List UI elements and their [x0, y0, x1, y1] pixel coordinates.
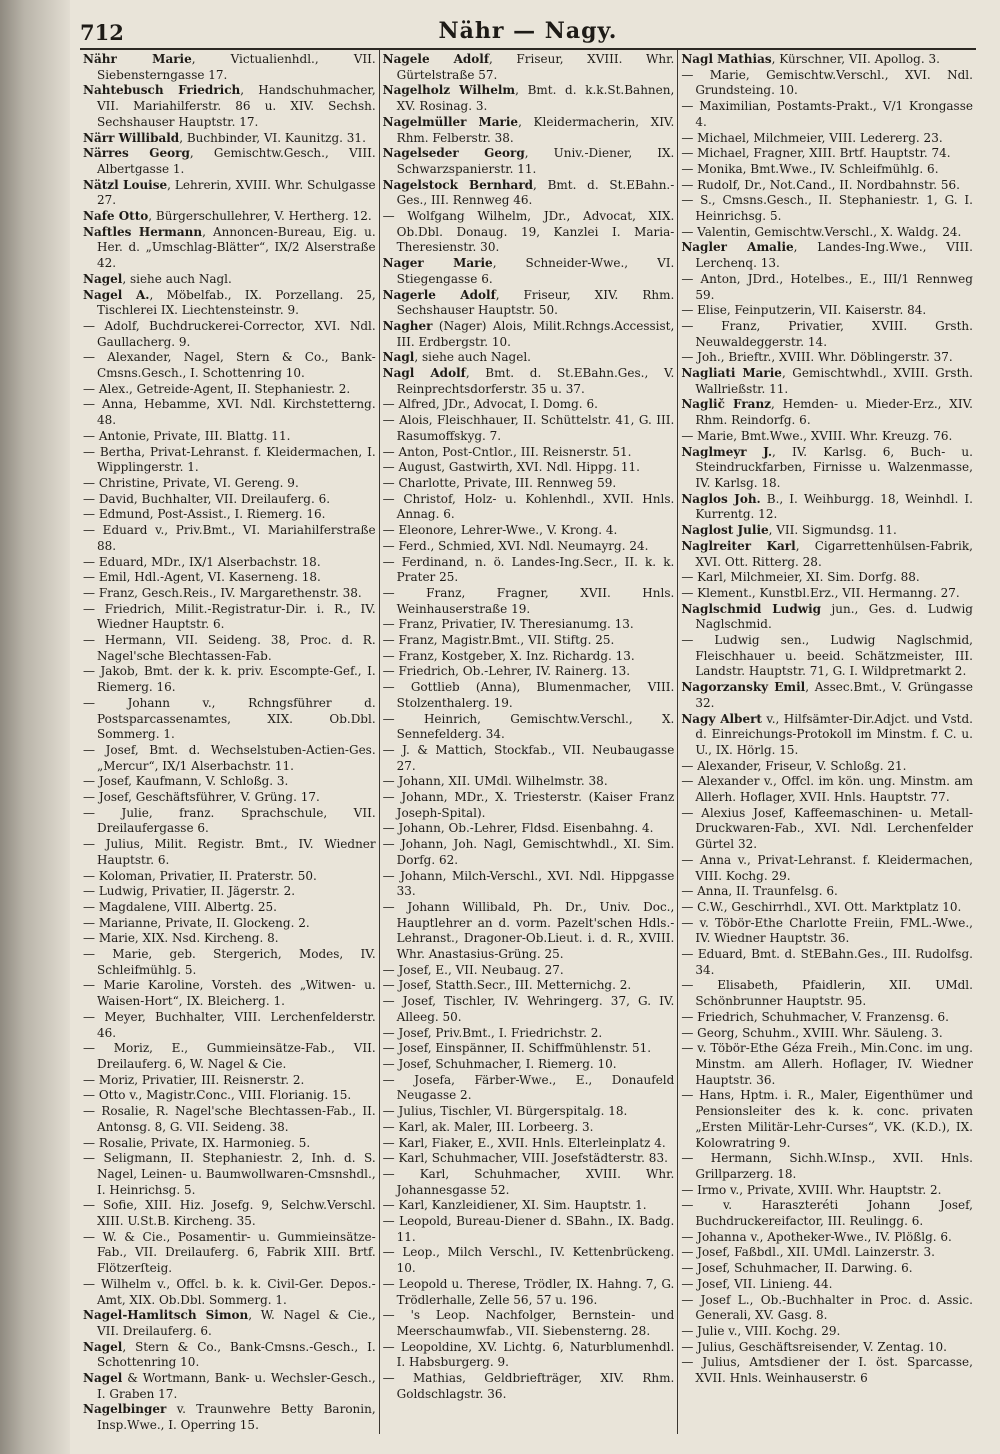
- directory-entry: — Joh., Brieftr., XVIII. Whr. Döblingerstr. 37.: [681, 350, 953, 365]
- directory-entry: — W. & Cie., Posamentir- u. Gummieinsätze-Fab., VII. Dreilauferg. 6, Fabrik XIII. Brtf. Flötzerſteig.: [83, 1229, 376, 1276]
- directory-entry: Nagele Adolf, Friseur, XVIII. Whr. Gürtelstraße 57.: [382, 52, 675, 82]
- directory-entry: — Franz, Kostgeber, X. Inz. Richardg. 13.: [382, 648, 635, 663]
- directory-entry: — Anna, Hebamme, XVI. Ndl. Kirchstetterng. 48.: [83, 397, 376, 428]
- directory-entry: — Alexius Josef, Kaffeemaschinen- u. Metall-Druckwaren-Fab., XVI. Ndl. Lerchenfelder Gürtel 32.: [681, 805, 973, 852]
- column-middle: [379, 50, 678, 1434]
- directory-entry: — Eduard, MDr., IX/1 Alserbachstr. 18.: [83, 554, 321, 569]
- directory-entry: — Emil, Hdl.-Agent, VI. Kaserneng. 18.: [83, 570, 321, 585]
- directory-entry: — 's Leop. Nachfolger, Bernstein- und Meerschaumwfab., VII. Siebensterng. 28.: [382, 1308, 675, 1338]
- directory-entry: — C.W., Geschirrhdl., XVI. Ott. Marktplatz 10.: [681, 899, 962, 914]
- directory-entry: — Leopold u. Therese, Trödler, IX. Hahng. 7, G. Trödlerhalle, Zelle 56, 57 u. 196.: [382, 1276, 675, 1307]
- directory-entry: Närres Georg, Gemischtw.Gesch., VIII. Albertgasse 1.: [83, 146, 376, 176]
- directory-entry: — Marie Karoline, Vorsteh. des „Witwen- u. Waisen-Hort“, IX. Bleicherg. 1.: [83, 978, 376, 1009]
- directory-entry: — Klement., Kunstbl.Erz., VII. Hermanng. 27.: [681, 585, 960, 600]
- directory-entry: — Alex., Getreide-Agent, II. Stephaniestr. 2.: [83, 381, 351, 396]
- directory-entry: Naglmeyr J., IV. Karlsg. 6, Buch- u. Steindruckfarben, Firnisse u. Walzenmasse, IV. Karlsg. 18.: [681, 444, 973, 490]
- directory-entry: — Rudolf, Dr., Not.Cand., II. Nordbahnstr. 56.: [681, 177, 960, 192]
- directory-entry: — Marie, Gemischtw.Verschl., XVI. Ndl. Grundsteing. 10.: [681, 67, 973, 98]
- directory-entry: — Anton, JDrd., Hotelbes., E., III/1 Rennweg 59.: [681, 271, 973, 302]
- binding-shadow: [0, 0, 70, 1454]
- directory-entry: — Karl, Schuhmacher, XVIII. Whr. Johannesgasse 52.: [382, 1166, 675, 1197]
- directory-entry: — Josef, Bmt. d. Wechselstuben-Actien-Ges. „Mercur“, IX/1 Alserbachstr. 11.: [83, 742, 376, 773]
- directory-entry: — Hermann, VII. Seideng. 38, Proc. d. R. Nagel'sche Blechtassen-Fab.: [83, 633, 376, 663]
- directory-entry: Naglost Julie, VII. Sigmundsg. 11.: [681, 523, 897, 538]
- directory-entry: Nagy Albert v., Hilfsämter-Dir.Adjct. und Vstd. d. Einreichungs-Protokoll im Minstm. f. C. u. U., IX. Hörlg. 15.: [681, 711, 973, 757]
- directory-entry: — Johann, Milch-Verschl., XVI. Ndl. Hippgasse 33.: [382, 868, 675, 899]
- directory-entry: Naglreiter Karl, Cigarrettenhülsen-Fabrik, XVI. Ott. Ritterg. 28.: [681, 538, 973, 569]
- directory-entry: — Heinrich, Gemischtw.Verschl., X. Sennefelderg. 34.: [382, 711, 675, 742]
- directory-entry: — Rosalie, Private, IX. Harmonieg. 5.: [83, 1135, 311, 1150]
- directory-entry: — Georg, Schuhm., XVIII. Whr. Säuleng. 3.: [681, 1025, 943, 1040]
- directory-entry: — Ludwig, Privatier, II. Jägerstr. 2.: [83, 884, 296, 899]
- directory-entry: — Josef, Statth.Secr., III. Metternichg. 2.: [382, 978, 632, 993]
- directory-entry: — Rosalie, R. Nagel'sche Blechtassen-Fab., II. Antonsg. 8, G. VII. Seideng. 38.: [83, 1104, 376, 1134]
- directory-entry: — Charlotte, Private, III. Rennweg 59.: [382, 475, 617, 490]
- directory-entry: Nagl Adolf, Bmt. d. St.EBahn.Ges., V. Reinprechtsdorferstr. 35 u. 37.: [382, 366, 675, 396]
- directory-entry: — Anna v., Privat-Lehranst. f. Kleidermachen, VIII. Kochg. 29.: [681, 852, 973, 883]
- directory-entry: — Julius, Milit. Registr. Bmt., IV. Wiedner Hauptstr. 6.: [83, 837, 376, 867]
- directory-entry: — Monika, Bmt.Wwe., IV. Schleifmühlg. 6.: [681, 161, 939, 176]
- directory-entry: Nagel, Stern & Co., Bank-Cmsns.-Gesch., I. Schottenring 10.: [83, 1339, 376, 1370]
- directory-entry: — Franz, Privatier, XVIII. Grsth. Neuwaldeggerstr. 14.: [681, 318, 973, 349]
- directory-entry: — Otto v., Magistr.Conc., VIII. Florianig. 15.: [83, 1088, 352, 1103]
- directory-entry: — Josef, Kaufmann, V. Schloßg. 3.: [83, 774, 289, 789]
- directory-entry: — Friedrich, Schuhmacher, V. Franzensg. 6.: [681, 1009, 949, 1024]
- directory-entry: Nagelmüller Marie, Kleidermacherin, XIV. Rhm. Felberstr. 38.: [382, 114, 675, 145]
- directory-entry: — Wolfgang Wilhelm, JDr., Advocat, XIX. Ob.Dbl. Donaug. 19, Kanzlei I. Maria-Theresienstr. 30.: [382, 209, 675, 255]
- directory-entry: — Leopoldine, XV. Lichtg. 6, Naturblumenhdl. I. Habsburgerg. 9.: [382, 1339, 675, 1370]
- directory-entry: — Eleonore, Lehrer-Wwe., V. Krong. 4.: [382, 523, 618, 538]
- directory-entry: — Bertha, Privat-Lehranst. f. Kleidermachen, I. Wipplingerstr. 1.: [83, 444, 376, 475]
- directory-entry: — Johann, Ob.-Lehrer, Fldsd. Eisenbahng. 4.: [382, 821, 654, 836]
- directory-entry: — Julius, Geschäftsreisender, V. Zentag. 10.: [681, 1339, 947, 1354]
- directory-entry: — Alois, Fleischhauer, II. Schüttelstr. 41, G. III. Rasumoffskyg. 7.: [382, 413, 675, 443]
- directory-entry: — Anton, Post-Cntlor., III. Reisnerstr. 51.: [382, 444, 632, 459]
- directory-entry: — Ferdinand, n. ö. Landes-Ing.Secr., II. k. k. Prater 25.: [382, 554, 675, 585]
- directory-entry: — Johann Willibald, Ph. Dr., Univ. Doc., Hauptlehrer an d. vorm. Pazelt'schen Hdls.-Lehranst., Dragoner-Ob.Lieut. i. d. R., XVIII. Whr. Anastasius-Grüng. 25.: [382, 899, 675, 962]
- directory-entry: — Franz, Fragner, XVII. Hnls. Weinhauserstraße 19.: [382, 585, 675, 616]
- directory-entry: — Marie, XIX. Nsd. Kircheng. 8.: [83, 931, 279, 946]
- directory-entry: — Hermann, Sichh.W.Insp., XVII. Hnls. Grillparzerg. 18.: [681, 1151, 973, 1181]
- page-header: [80, 18, 976, 48]
- directory-entry: — Antonie, Private, III. Blattg. 11.: [83, 428, 291, 443]
- directory-entry: — v. Haraszteréti Johann Josef, Buchdruckereifactor, III. Reulingg. 6.: [681, 1198, 973, 1229]
- directory-entry: Nagl Mathias, Kürschner, VII. Apollog. 3.: [681, 52, 940, 66]
- directory-entry: — Meyer, Buchhalter, VIII. Lerchenfelderstr. 46.: [83, 1009, 376, 1040]
- directory-entry: — Magdalene, VIII. Albertg. 25.: [83, 899, 277, 914]
- directory-entry: Nagelbinger v. Traunwehre Betty Baronin, Insp.Wwe., I. Operring 15.: [83, 1402, 376, 1433]
- directory-entry: Nagl, siehe auch Nagel.: [382, 350, 531, 365]
- directory-entry: Närr Willibald, Buchbinder, VI. Kaunitzg. 31.: [83, 130, 366, 145]
- directory-entry: — Karl, Kanzleidiener, XI. Sim. Hauptstr. 1.: [382, 1198, 647, 1213]
- directory-entry: — Johann, Joh. Nagl, Gemischtwhdl., XI. Sim. Dorfg. 62.: [382, 837, 675, 867]
- directory-entry: Naftles Hermann, Annoncen-Bureau, Eig. u. Her. d. „Umschlag-Blätter“, IX/2 Alserstraße 42.: [83, 224, 376, 271]
- directory-entry: — Christine, Private, VI. Gereng. 9.: [83, 475, 299, 490]
- directory-columns: [80, 50, 976, 1434]
- directory-entry: — Eduard v., Priv.Bmt., VI. Mariahilferstraße 88.: [83, 523, 376, 553]
- directory-entry: — Koloman, Privatier, II. Praterstr. 50.: [83, 868, 317, 883]
- directory-entry: — Elise, Feinputzerin, VII. Kaiserstr. 84.: [681, 303, 927, 318]
- directory-entry: — Jakob, Bmt. der k. k. priv. Escompte-Gef., I. Riemerg. 16.: [83, 664, 376, 695]
- directory-entry: — Alexander, Friseur, V. Schloßg. 21.: [681, 758, 907, 773]
- directory-entry: — Anna, II. Traunfelsg. 6.: [681, 884, 838, 899]
- directory-entry: — Josef L., Ob.-Buchhalter in Proc. d. Assic. Generali, XV. Gasg. 8.: [681, 1292, 973, 1323]
- directory-entry: — v. Töbör-Ethe Géza Freih., Min.Conc. im ung. Minstm. am Allerh. Hoflager, IV. Wiedner Hauptstr. 36.: [681, 1041, 973, 1087]
- directory-entry: — Josef, Tischler, IV. Wehringerg. 37, G. IV. Alleeg. 50.: [382, 994, 675, 1024]
- directory-entry: Nätzl Louise, Lehrerin, XVIII. Whr. Schulgasse 27.: [83, 177, 376, 208]
- directory-entry: — Johann v., Rchngsführer d. Postsparcassenamtes, XIX. Ob.Dbl. Sommerg. 1.: [83, 695, 376, 742]
- directory-entry: — Gottlieb (Anna), Blumenmacher, VIII. Stolzenthalerg. 19.: [382, 680, 675, 710]
- directory-entry: — Franz, Privatier, IV. Theresianumg. 13.: [382, 617, 634, 632]
- directory-entry: — Johann, MDr., X. Triesterstr. (Kaiser Franz Joseph-Spital).: [382, 790, 675, 820]
- directory-entry: — Josef, Geschäftsführer, V. Grüng. 17.: [83, 790, 320, 805]
- column-right: [677, 50, 976, 1434]
- directory-entry: — David, Buchhalter, VII. Dreilauferg. 6.: [83, 491, 331, 506]
- directory-entry: — Josef, Schuhmacher, II. Darwing. 6.: [681, 1261, 913, 1276]
- directory-entry: — Johanna v., Apotheker-Wwe., IV. Plößlg. 6.: [681, 1229, 952, 1244]
- directory-entry: — Eduard, Bmt. d. StEBahn.Ges., III. Rudolfsg. 34.: [681, 947, 973, 977]
- directory-entry: Nagelseder Georg, Univ.-Diener, IX. Schwarzspanierstr. 11.: [382, 146, 675, 176]
- directory-entry: Nähr Marie, Victualienhdl., VII. Siebensterngasse 17.: [83, 52, 376, 82]
- directory-entry: — Adolf, Buchdruckerei-Corrector, XVI. Ndl. Gaullacherg. 9.: [83, 318, 376, 349]
- directory-entry: — Josef, VII. Linieng. 44.: [681, 1276, 833, 1291]
- directory-entry: — Julie v., VIII. Kochg. 29.: [681, 1323, 841, 1338]
- directory-entry: Nagher (Nager) Alois, Milit.Rchngs.Accessist, III. Erdbergstr. 10.: [382, 318, 675, 349]
- directory-entry: — Friedrich, Milit.-Registratur-Dir. i. R., IV. Wiedner Hauptstr. 6.: [83, 601, 376, 632]
- directory-entry: — Franz, Gesch.Reis., IV. Margarethenstr. 38.: [83, 585, 362, 600]
- directory-entry: — Johann, XII. UMdl. Wilhelmstr. 38.: [382, 774, 608, 789]
- directory-entry: — Friedrich, Ob.-Lehrer, IV. Rainerg. 13.: [382, 664, 631, 679]
- page-number: 712: [80, 20, 124, 45]
- directory-entry: — J. & Mattich, Stockfab., VII. Neubaugasse 27.: [382, 742, 675, 773]
- directory-entry: — Moriz, Privatier, III. Reisnerstr. 2.: [83, 1072, 305, 1087]
- directory-entry: Naglschmid Ludwig jun., Ges. d. Ludwig Naglschmid.: [681, 601, 973, 632]
- directory-entry: — Josefa, Färber-Wwe., E., Donaufeld Neugasse 2.: [382, 1072, 675, 1103]
- directory-entry: Nagelstock Bernhard, Bmt. d. St.EBahn.-Ges., III. Rennweg 46.: [382, 177, 675, 208]
- directory-entry: — Josef, Faßbdl., XII. UMdl. Lainzerstr. 3.: [681, 1245, 935, 1260]
- directory-entry: — Edmund, Post-Assist., I. Riemerg. 16.: [83, 507, 326, 522]
- directory-entry: Nagel A., Möbelfab., IX. Porzellang. 25, Tischlerei IX. Liechtensteinstr. 9.: [83, 287, 376, 318]
- directory-entry: — Maximilian, Postamts-Prakt., V/1 Krongasse 4.: [681, 99, 973, 129]
- directory-entry: Nagerle Adolf, Friseur, XIV. Rhm. Sechshauser Hauptstr. 50.: [382, 287, 675, 318]
- directory-entry: Nagel & Wortmann, Bank- u. Wechsler-Gesch., I. Graben 17.: [83, 1371, 376, 1401]
- directory-entry: — Hans, Hptm. i. R., Maler, Eigenthümer und Pensionsleiter des k. k. conc. privaten „Ersten Militär-Lehr-Curses“, VK. (K.D.), IX. Kolowratring 9.: [681, 1088, 973, 1150]
- running-head: Nähr — Nagy.: [438, 18, 618, 44]
- directory-entry: — Karl, ak. Maler, III. Lorbeerg. 3.: [382, 1119, 594, 1134]
- directory-entry: — Julius, Amtsdiener der I. öst. Sparcasse, XVII. Hnls. Weinhauserstr. 6: [681, 1355, 973, 1386]
- directory-entry: — Christof, Holz- u. Kohlenhdl., XVII. Hnls. Annag. 6.: [382, 491, 675, 522]
- directory-entry: — Irmo v., Private, XVIII. Whr. Hauptstr. 2.: [681, 1182, 942, 1197]
- directory-entry: — Josef, E., VII. Neubaug. 27.: [382, 962, 564, 977]
- directory-entry: Nagel, siehe auch Nagl.: [83, 271, 232, 286]
- directory-entry: — Elisabeth, Pfaidlerin, XII. UMdl. Schönbrunner Hauptstr. 95.: [681, 978, 973, 1009]
- directory-entry: — S., Cmsns.Gesch., II. Stephaniestr. 1, G. I. Heinrichsg. 5.: [681, 193, 973, 224]
- directory-entry: — August, Gastwirth, XVI. Ndl. Hippg. 11.: [382, 460, 640, 475]
- directory-entry: — Valentin, Gemischtw.Verschl., X. Waldg. 24.: [681, 224, 962, 239]
- directory-entry: — Alexander v., Offcl. im kön. ung. Minstm. am Allerh. Hoflager, XVII. Hnls. Hauptstr. 77.: [681, 774, 973, 805]
- directory-entry: Nagler Amalie, Landes-Ing.Wwe., VIII. Lerchenq. 13.: [681, 240, 973, 271]
- directory-entry: Naglos Joh. B., I. Weihburgg. 18, Weinhdl. I. Kurrentg. 12.: [681, 491, 973, 522]
- directory-entry: Nagorzansky Emil, Assec.Bmt., V. Grüngasse 32.: [681, 680, 973, 710]
- directory-entry: — Leop., Milch Verschl., IV. Kettenbrückeng. 10.: [382, 1245, 675, 1276]
- directory-entry: — Ferd., Schmied, XVI. Ndl. Neumayrg. 24.: [382, 538, 649, 553]
- directory-entry: — Ludwig sen., Ludwig Naglschmid, Fleischhauer u. beeid. Schätzmeister, III. Landstr. Hauptstr. 71, G. I. Wildpretmarkt 2.: [681, 633, 973, 679]
- directory-entry: — Marianne, Private, II. Glockeng. 2.: [83, 915, 310, 930]
- directory-entry: Naglič Franz, Hemden- u. Mieder-Erz., XIV. Rhm. Reindorfg. 6.: [681, 397, 973, 428]
- directory-entry: Nahtebusch Friedrich, Handschuhmacher, VII. Mariahilferstr. 86 u. XIV. Sechsh. Sechshauser Hauptstr. 17.: [83, 83, 376, 129]
- directory-entry: — Josef, Schuhmacher, I. Riemerg. 10.: [382, 1057, 617, 1071]
- directory-entry: — Leopold, Bureau-Diener d. SBahn., IX. Badg. 11.: [382, 1214, 675, 1244]
- directory-entry: — Wilhelm v., Offcl. b. k. k. Civil-Ger. Depos.-Amt, XIX. Ob.Dbl. Sommerg. 1.: [83, 1276, 376, 1307]
- directory-entry: Nagel-Hamlitsch Simon, W. Nagel & Cie., VII. Dreilauferg. 6.: [83, 1308, 376, 1338]
- directory-entry: — Julie, franz. Sprachschule, VII. Dreilaufergasse 6.: [83, 805, 376, 836]
- directory-entry: — Karl, Schuhmacher, VIII. Josefstädterstr. 83.: [382, 1151, 668, 1166]
- directory-entry: — Marie, Bmt.Wwe., XVIII. Whr. Kreuzg. 76.: [681, 428, 953, 443]
- directory-entry: — v. Töbör-Ethe Charlotte Freiin, FML.-Wwe., IV. Wiedner Hauptstr. 36.: [681, 915, 973, 946]
- directory-entry: Nagliati Marie, Gemischtwhdl., XVIII. Grsth. Wallrießstr. 11.: [681, 366, 973, 396]
- directory-entry: — Karl, Fiaker, E., XVII. Hnls. Elterleinplatz 4.: [382, 1135, 666, 1150]
- directory-entry: Nagelholz Wilhelm, Bmt. d. k.k.St.Bahnen, XV. Rosinag. 3.: [382, 83, 675, 114]
- directory-entry: — Julius, Tischler, VI. Bürgerspitalg. 18.: [382, 1104, 628, 1119]
- column-left: [80, 50, 379, 1434]
- directory-entry: — Seligmann, II. Stephaniestr. 2, Inh. d. S. Nagel, Leinen- u. Baumwollwaren-Cmsnshdl., I. Heinrichsg. 5.: [83, 1151, 376, 1197]
- directory-entry: — Karl, Milchmeier, XI. Sim. Dorfg. 88.: [681, 570, 920, 585]
- directory-entry: — Alexander, Nagel, Stern & Co., Bank-Cmsns.Gesch., I. Schottenring 10.: [83, 350, 376, 381]
- directory-entry: — Marie, geb. Stergerich, Modes, IV. Schleifmühlg. 5.: [83, 947, 376, 977]
- directory-entry: — Alfred, JDr., Advocat, I. Domg. 6.: [382, 397, 598, 412]
- directory-entry: — Josef, Einspänner, II. Schiffmühlenstr. 51.: [382, 1041, 652, 1056]
- directory-entry: — Josef, Priv.Bmt., I. Friedrichstr. 2.: [382, 1025, 603, 1040]
- directory-entry: — Michael, Milchmeier, VIII. Ledererg. 23.: [681, 130, 943, 145]
- directory-entry: — Franz, Magistr.Bmt., VII. Stiftg. 25.: [382, 633, 615, 648]
- directory-entry: — Mathias, Geldbriefträger, XIV. Rhm. Goldschlagstr. 36.: [382, 1371, 675, 1401]
- directory-entry: — Moriz, E., Gummieinsätze-Fab., VII. Dreilauferg. 6, W. Nagel & Cie.: [83, 1041, 376, 1071]
- directory-entry: Nager Marie, Schneider-Wwe., VI. Stiegengasse 6.: [382, 256, 675, 286]
- directory-entry: — Sofie, XIII. Hiz. Josefg. 9, Selchw.Verschl. XIII. U.St.B. Kircheng. 35.: [83, 1198, 376, 1229]
- directory-entry: — Michael, Fragner, XIII. Brtf. Hauptstr. 74.: [681, 146, 951, 161]
- directory-entry: Nafe Otto, Bürgerschullehrer, V. Hertherg. 12.: [83, 209, 372, 224]
